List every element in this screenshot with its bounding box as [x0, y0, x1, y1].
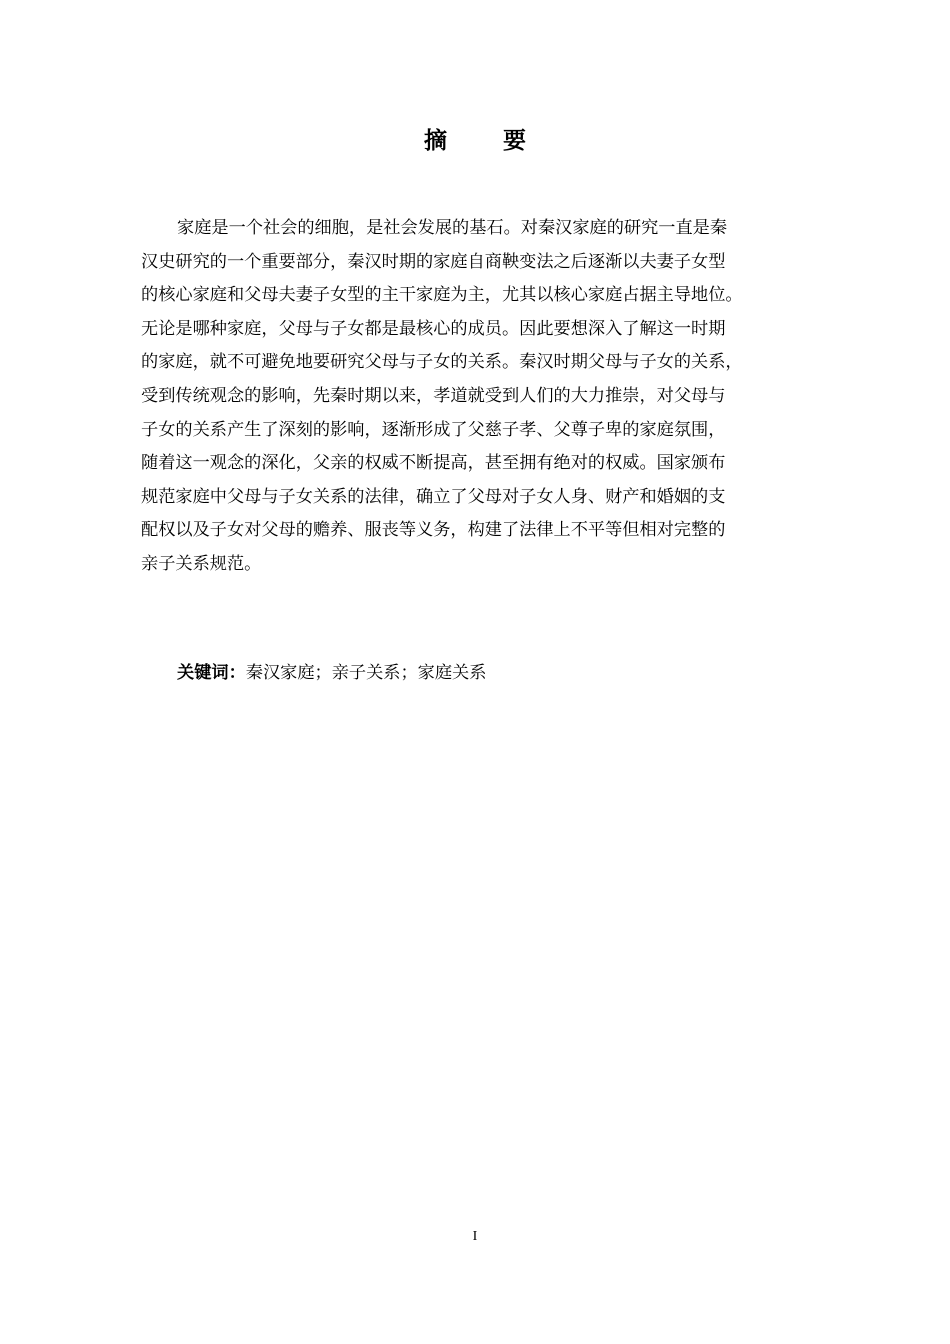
abstract-line: 子女的关系产生了深刻的影响，逐渐形成了父慈子孝、父尊子卑的家庭氛围，	[141, 419, 726, 440]
abstract-line: 随着这一观念的深化，父亲的权威不断提高，甚至拥有绝对的权威。国家颁布	[141, 453, 726, 474]
abstract-line: 亲子关系规范。	[141, 553, 262, 574]
keywords-label: 关键词：	[177, 663, 246, 683]
abstract-line: 的家庭，就不可避免地要研究父母与子女的关系。秦汉时期父母与子女的关系，	[141, 352, 743, 373]
page-title: 摘 要	[423, 128, 550, 154]
abstract-line: 家庭是一个社会的细胞，是社会发展的基石。对秦汉家庭的研究一直是秦	[177, 218, 728, 238]
abstract-paragraph	[141, 212, 811, 582]
abstract-line: 的核心家庭和父母夫妻子女型的主干家庭为主，尤其以核心家庭占据主导地位。	[141, 285, 743, 306]
abstract-line: 规范家庭中父母与子女关系的法律，确立了父母对子女人身、财产和婚姻的支	[141, 486, 726, 507]
abstract-line: 受到传统观念的影响，先秦时期以来，孝道就受到人们的大力推崇，对父母与	[141, 385, 726, 406]
page-number: I	[472, 1229, 478, 1244]
abstract-line: 汉史研究的一个重要部分，秦汉时期的家庭自商鞅变法之后逐渐以夫妻子女型	[141, 251, 726, 272]
abstract-line: 无论是哪种家庭，父母与子女都是最核心的成员。因此要想深入了解这一时期	[141, 318, 726, 339]
abstract-line: 配权以及子女对父母的赡养、服丧等义务，构建了法律上不平等但相对完整的	[141, 520, 726, 541]
keywords-text: 秦汉家庭；亲子关系；家庭关系	[245, 663, 487, 683]
keywords-line	[177, 656, 486, 690]
